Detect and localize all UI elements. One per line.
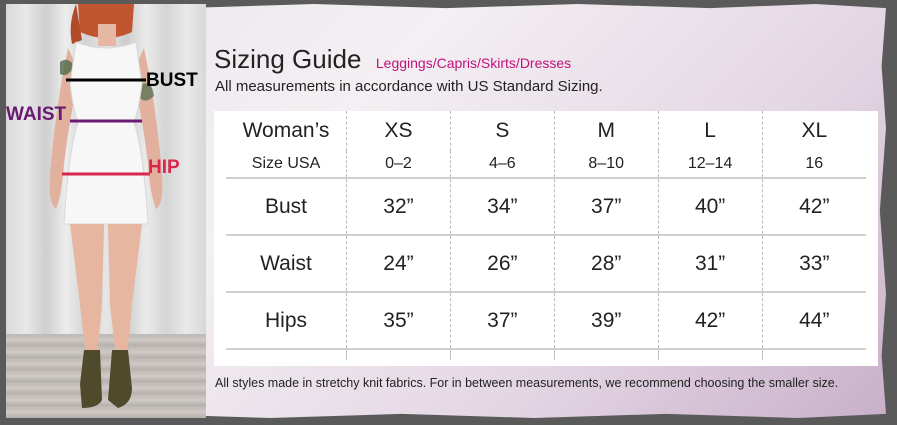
waist-row — [226, 235, 866, 292]
row-label: Hips — [226, 292, 347, 349]
measurement-cell: 40” — [658, 178, 762, 235]
bust-label: BUST — [146, 70, 198, 91]
measurement-cell: 31” — [658, 235, 762, 292]
measurement-cell: 28” — [554, 235, 658, 292]
measurement-cell: 37” — [554, 178, 658, 235]
bust-row — [226, 178, 866, 235]
measurement-cell: 34” — [450, 178, 554, 235]
description: All measurements in accordance with US Standard Sizing. — [215, 78, 603, 95]
size-table — [214, 111, 878, 366]
usa-size-cell: 0–2 — [347, 151, 451, 178]
measurement-cell: 42” — [658, 292, 762, 349]
size-s-header: S — [450, 111, 554, 151]
measurement-cell: 26” — [450, 235, 554, 292]
size-xs-header: XS — [347, 111, 451, 151]
spacer-cell — [347, 349, 451, 360]
measurement-cell: 37” — [450, 292, 554, 349]
usa-size-cell: 12–14 — [658, 151, 762, 178]
usa-size-label: Size USA — [226, 151, 347, 178]
model-photo — [6, 4, 206, 418]
usa-size-cell: 4–6 — [450, 151, 554, 178]
header — [214, 44, 571, 75]
size-xl-header: XL — [762, 111, 866, 151]
row-label: Bust — [226, 178, 347, 235]
measurement-cell: 42” — [762, 178, 866, 235]
corner-label: Woman’s — [242, 119, 330, 142]
usa-size-cell: 16 — [762, 151, 866, 178]
table-bottom-spacer — [226, 349, 866, 360]
spacer-cell — [554, 349, 658, 360]
measurement-cell: 35” — [347, 292, 451, 349]
measurement-cell: 44” — [762, 292, 866, 349]
measurement-cell: 39” — [554, 292, 658, 349]
measurement-cell: 33” — [762, 235, 866, 292]
footer-note: All styles made in stretchy knit fabrics. For in between measurements, we recommend choosing the smaller size. — [215, 376, 839, 390]
spacer-cell — [450, 349, 554, 360]
waist-label: WAIST — [6, 104, 67, 125]
row-label: Waist — [226, 235, 347, 292]
size-l-header: L — [658, 111, 762, 151]
spacer-cell — [762, 349, 866, 360]
hip-label: HIP — [148, 157, 180, 178]
size-m-header: M — [554, 111, 658, 151]
model-figure-illustration — [6, 4, 206, 418]
measurement-cell: 32” — [347, 178, 451, 235]
usa-size-cell: 8–10 — [554, 151, 658, 178]
measurement-cell: 24” — [347, 235, 451, 292]
size-header-row — [226, 111, 866, 151]
usa-size-row — [226, 151, 866, 178]
spacer-cell — [658, 349, 762, 360]
page-title: Sizing Guide — [214, 44, 362, 74]
hips-row — [226, 292, 866, 349]
spacer-cell — [226, 349, 347, 360]
product-categories: Leggings/Capris/Skirts/Dresses — [375, 55, 572, 71]
